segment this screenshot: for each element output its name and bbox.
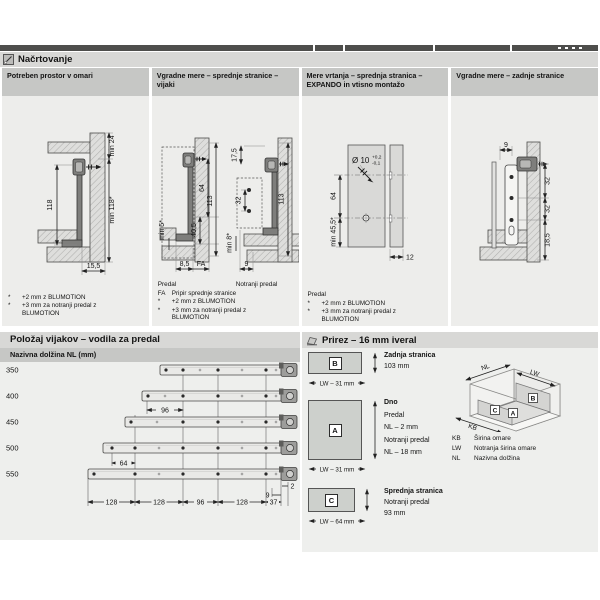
length-label: 500 [6, 443, 19, 453]
runner-hook-inner [268, 161, 275, 169]
screw-positions-title: Položaj vijakov – vodila za predal [0, 332, 300, 348]
column-title-back: Vgradne mere – zadnje stranice [451, 68, 598, 96]
footnote-symbol: * [157, 306, 161, 314]
drilling-diagram [302, 96, 449, 282]
part-size: NL – 2 mm [384, 424, 418, 431]
length-label: 550 [6, 469, 19, 479]
footnote-symbol: * [307, 308, 310, 316]
dim-label: 113 [278, 193, 286, 205]
dim-label: 18,5 [544, 233, 552, 247]
tolerance-minus: -0,1 [371, 161, 380, 167]
column-title-front: Vgradne mere – sprednje stranice – vijaki [152, 68, 299, 96]
part-b-annotations [384, 350, 435, 372]
drawer-runner-550 [88, 467, 297, 481]
part-variant: Predal [384, 411, 405, 419]
dim-label: 9 [265, 492, 270, 500]
screw-positions-section [0, 332, 300, 540]
strip-dot [579, 47, 582, 49]
lw-label: LW [528, 368, 540, 379]
cutting-section [302, 332, 598, 552]
column-titles-row [2, 68, 598, 96]
part-size: 103 mm [384, 363, 410, 370]
dim-label: min 5* [158, 220, 166, 240]
caption-drawer: Predal [157, 281, 177, 288]
screw-hole [510, 175, 514, 179]
front-panel-edge [390, 145, 403, 247]
part-name: Zadnja stranica [384, 352, 436, 359]
part-name: Sprednja stranica [384, 488, 443, 495]
column-title-drill: Mere vrtanja – sprednja stranica – EXPANDO in vtisno montažo [302, 68, 449, 96]
footnote [8, 302, 149, 317]
runner-hook-inner [76, 162, 83, 172]
iso-letter: B [530, 395, 536, 403]
runner-hook-inner [185, 156, 191, 164]
length-label: 450 [6, 417, 19, 427]
abbreviation-legend [452, 434, 536, 464]
iso-letter: C [492, 407, 498, 415]
part-variant: Notranji predal [384, 436, 430, 444]
footnote [158, 307, 299, 322]
footnotes [302, 300, 449, 323]
dim-label: 64 [330, 192, 337, 200]
dim-label: 32 [544, 177, 552, 185]
dim-label: 113 [206, 195, 214, 207]
legend-row [452, 434, 536, 444]
drawer-runner-450 [125, 415, 297, 429]
dowel-notch [389, 172, 392, 179]
part-letter-badge: B [329, 357, 342, 370]
height-dim-arrow [370, 400, 380, 460]
legend-key: KB [452, 435, 461, 442]
footnote-text: +3 mm za notranji predal z BLUMOTION [22, 302, 97, 317]
dim-label: FA [196, 261, 206, 268]
panel-space-requirement [2, 96, 149, 326]
strip-dot [565, 47, 568, 49]
dim-label: 32 [544, 205, 552, 213]
part-c-annotations [384, 486, 443, 519]
width-dim [308, 464, 366, 474]
strip-dot [572, 47, 575, 49]
cutting-body [302, 348, 598, 552]
footnote-text: +2 mm z BLUMOTION [22, 294, 86, 301]
footnote-symbol: * [8, 294, 11, 301]
runner-foot [62, 240, 82, 247]
footnote-text: +2 mm z BLUMOTION [171, 298, 236, 306]
planning-panels [2, 96, 598, 326]
width-dim [308, 516, 366, 526]
strip-dot [558, 47, 561, 49]
diagram-captions [308, 291, 449, 299]
length-label: 350 [6, 365, 19, 375]
footnote [158, 290, 299, 297]
panel-back-dimensions [451, 96, 598, 326]
drawer-runner-500 [103, 441, 297, 455]
dim-label: min 45,5* [330, 217, 337, 247]
drawer-runner-350 [160, 363, 297, 377]
footnote-text: +3 mm za notranji predal z BLUMOTION [321, 308, 396, 323]
dim-label: min 118* [109, 196, 116, 224]
cabinet-iso-diagram [450, 348, 598, 432]
diagram-captions [158, 281, 299, 289]
strip-gap [313, 45, 315, 51]
drawer-runner-400 [142, 389, 297, 403]
panel-drilling [302, 96, 449, 326]
tolerance-plus: +0,2 [371, 155, 381, 161]
dim-label: 9 [244, 261, 249, 268]
front-fixing-diagram [152, 96, 299, 272]
legend-row [452, 444, 536, 454]
dim-label: 118 [47, 199, 54, 211]
dim-label: 96 [161, 407, 169, 415]
hole-diameter-label: Ø 10 [351, 156, 369, 165]
footnote [8, 294, 149, 301]
screw-hole [247, 209, 251, 213]
cropped-header-strip [0, 45, 598, 51]
footnotes [2, 294, 149, 317]
width-label: LW – 31 mm [319, 466, 355, 474]
cutting-section-header [302, 332, 598, 348]
footnote-symbol: * [307, 300, 310, 307]
legend-key: LW [452, 445, 462, 452]
footnote-symbol: FA [157, 290, 166, 297]
footnote [308, 308, 449, 323]
legend-text: Notranja širina omare [474, 445, 537, 452]
height-dim-arrow [370, 352, 380, 374]
part-letter-badge: C [325, 494, 338, 507]
caption-inner-drawer: Notranji predal [235, 281, 278, 288]
dim-label: 64 [119, 460, 128, 468]
footnote-text: +2 mm z BLUMOTION [321, 300, 386, 307]
footnote-text: Pripir sprednje stranice [171, 290, 237, 297]
legend-key: NL [452, 455, 461, 462]
dim-label: 128 [153, 499, 165, 507]
dim-label: 8,5 [179, 261, 190, 268]
dim-label: 9 [504, 142, 509, 149]
part-letter-badge: A [329, 424, 342, 437]
dim-label: min 8* [226, 233, 234, 253]
nominal-length-subtitle: Nazivna dolžina NL (mm) [0, 348, 300, 362]
space-requirement-diagram [2, 96, 149, 288]
strip-gap [510, 45, 512, 51]
screw-hole [247, 188, 251, 192]
dim-label: 2 [290, 483, 295, 491]
dim-label: 15,5 [86, 263, 101, 270]
dim-label: 32 [235, 196, 243, 205]
footnote-text: +3 mm za notranji predal z BLUMOTION [171, 306, 247, 322]
dim-label: 17,5 [231, 148, 239, 162]
dim-label: 128 [105, 499, 118, 507]
part-size: NL – 18 mm [384, 449, 422, 456]
width-label: LW – 64 mm [319, 518, 355, 526]
footnote [158, 298, 299, 305]
part-name: Dno [384, 399, 398, 406]
column-title-space: Potreben prostor v omari [2, 68, 149, 96]
nl-label: NL [480, 362, 491, 373]
drawer-side-edge [492, 162, 496, 248]
part-size: 93 mm [384, 510, 406, 517]
cabinet-side [90, 133, 105, 262]
saw-cut-icon [306, 335, 318, 346]
drawer-profile-inner [272, 172, 277, 230]
panel-front-screws [152, 96, 299, 326]
planning-section-title: Načrtovanje [18, 54, 73, 65]
strip-gap [343, 45, 345, 51]
drafting-icon [3, 54, 14, 65]
part-a-annotations [384, 397, 430, 460]
footnote-symbol: * [8, 302, 11, 310]
legend-text: Nazivna dolžina [474, 455, 520, 462]
part-a-panel [308, 400, 362, 460]
strip-gap [433, 45, 435, 51]
drawer-side-profile [77, 165, 82, 245]
width-dim [308, 378, 366, 388]
runner-bracket-inner [520, 160, 531, 168]
height-dim-arrow [362, 488, 372, 512]
legend-text: Širina omare [474, 435, 511, 442]
dim-label: min 24 [109, 135, 116, 157]
dim-label: 96 [196, 499, 205, 507]
dim-label: 12 [405, 254, 414, 262]
cutting-section-title: Prirez – 16 mm iveral [322, 334, 417, 346]
footnote-symbol: * [157, 298, 161, 306]
dim-label: 64 [198, 184, 206, 192]
dowel-notch [389, 215, 392, 222]
runner-screw-diagram [0, 362, 300, 540]
dim-label: 40,5 [190, 223, 198, 237]
length-label: 400 [6, 391, 19, 401]
screw-hole [510, 218, 514, 222]
dim-label: 128 [236, 499, 248, 507]
planning-section-header [0, 52, 598, 67]
footnotes [152, 290, 299, 322]
footnote [308, 300, 449, 307]
top-shelf [48, 142, 90, 153]
part-c-panel [308, 488, 355, 512]
screw-hole [510, 196, 514, 200]
part-b-panel [308, 352, 362, 374]
caption-drawer: Predal [307, 291, 326, 298]
runner-foot [263, 228, 278, 235]
legend-row [452, 454, 536, 464]
part-variant: Notranji predal [384, 499, 430, 506]
back-panel-diagram [451, 96, 598, 272]
runner-diagram-body [0, 362, 300, 540]
kb-label: KB [467, 422, 478, 432]
width-label: LW – 31 mm [319, 380, 355, 388]
dim-label: 37 [269, 499, 278, 507]
iso-letter: A [510, 410, 516, 418]
